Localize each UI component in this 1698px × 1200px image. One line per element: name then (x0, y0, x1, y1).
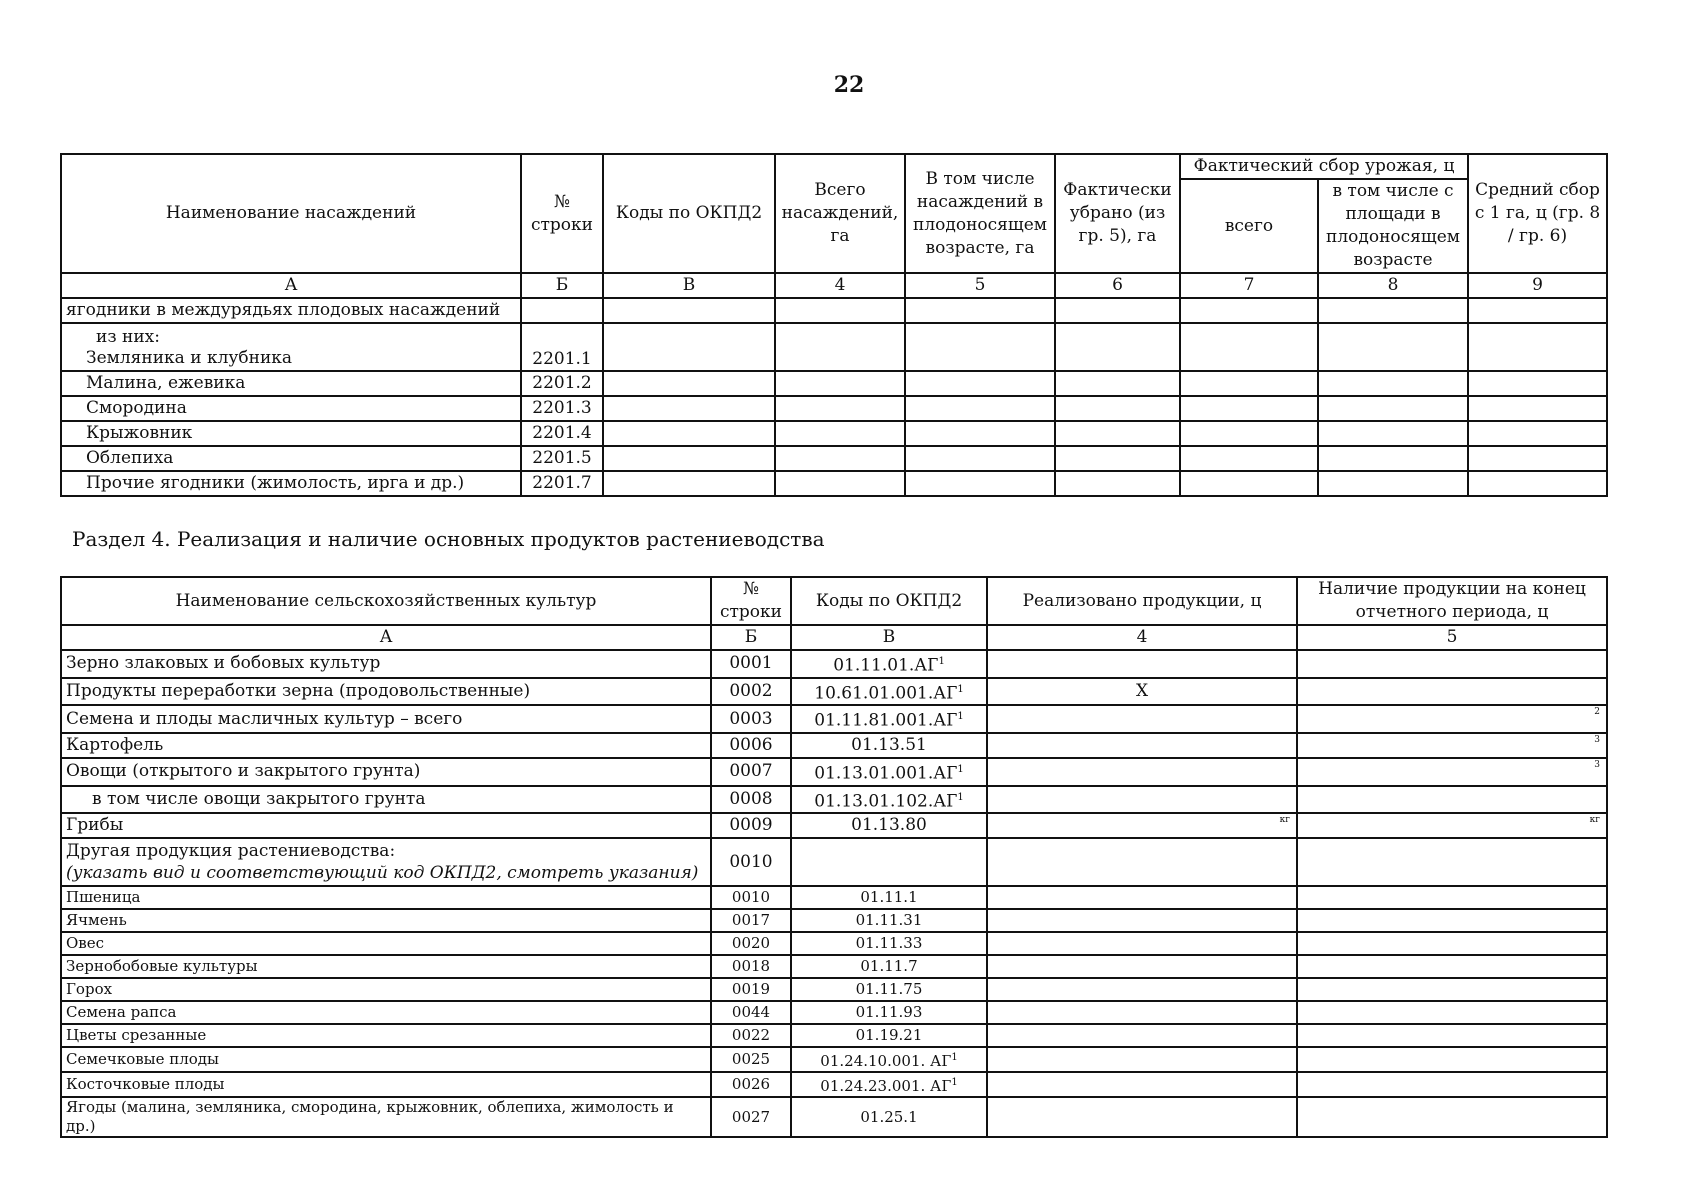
input-cell[interactable] (905, 471, 1055, 496)
header-sold: Реализовано продукции, ц (987, 577, 1297, 625)
col-code: Б (711, 625, 791, 650)
row-name-cell (61, 323, 521, 371)
crop-name: Зерно злаковых и бобовых культур (61, 650, 711, 678)
footnote-mark: 1 (957, 711, 964, 723)
header-row-no: № строки (711, 577, 791, 625)
header-harvest-fruiting: в том числе с площади в плодоносящем возрасте (1318, 179, 1468, 273)
row-number: 0008 (711, 786, 791, 814)
okpd-code (791, 733, 987, 758)
crop-name: Косточковые плоды (61, 1072, 711, 1097)
col-code: 6 (1055, 273, 1180, 298)
sold-cell[interactable] (987, 758, 1297, 786)
input-cell[interactable] (1318, 323, 1468, 371)
input-cell[interactable] (1318, 371, 1468, 396)
stock-cell[interactable] (1297, 678, 1607, 706)
row-number: 0007 (711, 758, 791, 786)
okpd-code (791, 705, 987, 733)
input-cell[interactable] (1055, 446, 1180, 471)
of-which-label: из них: (96, 327, 160, 347)
sold-cell[interactable] (987, 932, 1297, 955)
input-cell[interactable] (1318, 298, 1468, 323)
sold-cell[interactable] (987, 1001, 1297, 1024)
crop-name: Овес (61, 932, 711, 955)
input-cell[interactable] (603, 446, 775, 471)
row-number: 0003 (711, 705, 791, 733)
input-cell[interactable] (1468, 396, 1607, 421)
table-row (61, 678, 1607, 706)
row-number: 0019 (711, 978, 791, 1001)
crop-name: Цветы срезанные (61, 1024, 711, 1047)
row-name: Крыжовник (61, 421, 521, 446)
crop-name: Семена и плоды масличных культур – всего (61, 705, 711, 733)
group-row-label: ягодники в междурядьях плодовых насаждений (61, 298, 521, 323)
stock-cell[interactable] (1297, 1001, 1607, 1024)
header-harvest-group: Фактический сбор урожая, ц (1180, 154, 1468, 179)
input-cell[interactable] (905, 298, 1055, 323)
crop-name: Горох (61, 978, 711, 1001)
row-number: 0002 (711, 678, 791, 706)
input-cell[interactable] (1468, 298, 1607, 323)
table-row (61, 758, 1607, 786)
input-cell[interactable] (905, 323, 1055, 371)
input-cell[interactable] (775, 396, 905, 421)
sold-cell[interactable] (987, 978, 1297, 1001)
col-code: 7 (1180, 273, 1318, 298)
input-cell[interactable] (603, 471, 775, 496)
input-cell[interactable] (905, 396, 1055, 421)
okpd-code (791, 678, 987, 706)
okpd-code: 01.11.33 (791, 932, 987, 955)
table-row (61, 955, 1607, 978)
col-code: А (61, 273, 521, 298)
stock-cell[interactable] (1297, 1097, 1607, 1137)
table-row (61, 838, 1607, 886)
okpd-code: 01.19.21 (791, 1024, 987, 1047)
input-cell[interactable] (1055, 371, 1180, 396)
row-number: 0001 (711, 650, 791, 678)
okpd-code: 01.11.93 (791, 1001, 987, 1024)
input-cell[interactable] (775, 371, 905, 396)
input-cell[interactable] (603, 421, 775, 446)
footnote-mark: 3 (1594, 734, 1600, 745)
crop-name: Семена рапса (61, 1001, 711, 1024)
okpd-code (791, 650, 987, 678)
stock-cell[interactable] (1297, 978, 1607, 1001)
header-okpd: Коды по ОКПД2 (603, 154, 775, 273)
input-cell[interactable] (1055, 396, 1180, 421)
okpd-code (791, 1072, 987, 1097)
okpd-text: 01.13.01.102.АГ (814, 791, 958, 812)
col-code: 5 (905, 273, 1055, 298)
crop-name: Пшеница (61, 886, 711, 909)
row-number: 0018 (711, 955, 791, 978)
table-row (61, 471, 1607, 496)
sold-cell[interactable] (987, 955, 1297, 978)
row-number: 0017 (711, 909, 791, 932)
stock-cell[interactable] (1297, 705, 1607, 733)
input-cell[interactable] (1468, 446, 1607, 471)
sold-cell[interactable] (987, 909, 1297, 932)
sold-cell[interactable] (987, 838, 1297, 886)
row-name: Малина, ежевика (61, 371, 521, 396)
crop-name: Картофель (61, 733, 711, 758)
other-product-hint: (указать вид и соответствующий код ОКПД2, смотреть указания) (66, 863, 699, 884)
section-title: Раздел 4. Реализация и наличие основных продуктов растениеводства (72, 527, 825, 551)
footnote-mark: 2 (1594, 707, 1600, 718)
crop-name: Ягоды (малина, земляника, смородина, крыжовник, облепиха, жимолость и др.) (61, 1097, 711, 1137)
footnote-mark: 3 (1594, 759, 1600, 770)
row-number: 0020 (711, 932, 791, 955)
input-cell[interactable] (1055, 298, 1180, 323)
col-code: 5 (1297, 625, 1607, 650)
row-number: 0027 (711, 1097, 791, 1137)
row-number: 0010 (711, 886, 791, 909)
input-cell[interactable] (521, 298, 603, 323)
row-code: 2201.4 (521, 421, 603, 446)
okpd-text: 10.61.01.001.АГ (814, 683, 958, 704)
table-row (61, 1001, 1607, 1024)
row-number: 0009 (711, 813, 791, 838)
input-cell[interactable] (1468, 421, 1607, 446)
row-code: 2201.7 (521, 471, 603, 496)
table-row (61, 786, 1607, 814)
header-average-yield: Средний сбор с 1 га, ц (гр. 8 / гр. 6) (1468, 154, 1607, 273)
table-row (61, 446, 1607, 471)
sold-cell[interactable] (987, 886, 1297, 909)
col-code: 4 (775, 273, 905, 298)
table-row (61, 932, 1607, 955)
sales-table (60, 576, 1608, 1138)
header-crop-name: Наименование сельскохозяйственных культур (61, 577, 711, 625)
okpd-text: 01.11.81.001.АГ (814, 710, 958, 731)
table-row (61, 978, 1607, 1001)
input-cell[interactable] (1180, 323, 1318, 371)
table-row (61, 909, 1607, 932)
stock-cell[interactable] (1297, 838, 1607, 886)
input-cell[interactable] (775, 471, 905, 496)
input-cell[interactable] (905, 421, 1055, 446)
input-cell[interactable] (1468, 323, 1607, 371)
okpd-code: 01.11.7 (791, 955, 987, 978)
table-row (61, 396, 1607, 421)
okpd-text: 01.11.01.АГ (833, 655, 939, 676)
footnote-mark: 1 (957, 683, 964, 695)
input-cell[interactable] (1180, 371, 1318, 396)
col-code: В (603, 273, 775, 298)
col-code: 9 (1468, 273, 1607, 298)
crop-name: Зернобобовые культуры (61, 955, 711, 978)
header-okpd: Коды по ОКПД2 (791, 577, 987, 625)
table-row (61, 371, 1607, 396)
input-cell[interactable] (1180, 421, 1318, 446)
table-row (61, 705, 1607, 733)
table-row (61, 298, 1607, 323)
input-cell[interactable] (1318, 421, 1468, 446)
okpd-code: 01.11.31 (791, 909, 987, 932)
row-number: 0006 (711, 733, 791, 758)
row-name: Прочие ягодники (жимолость, ирга и др.) (61, 471, 521, 496)
table-row (61, 650, 1607, 678)
crop-name: Овощи (открытого и закрытого грунта) (61, 758, 711, 786)
input-cell[interactable] (1468, 471, 1607, 496)
footnote-mark: 1 (951, 1052, 958, 1064)
table-row (61, 886, 1607, 909)
crop-name: Семечковые плоды (61, 1047, 711, 1072)
okpd-code: 01.11.75 (791, 978, 987, 1001)
col-code: 4 (987, 625, 1297, 650)
okpd-code: 01.11.1 (791, 886, 987, 909)
input-cell[interactable] (1180, 471, 1318, 496)
stock-cell[interactable] (1297, 786, 1607, 814)
footnote-mark: 1 (951, 1077, 958, 1089)
unit-mark: кг (1589, 815, 1600, 826)
okpd-code (791, 758, 987, 786)
row-code: 2201.5 (521, 446, 603, 471)
table-row (61, 813, 1607, 838)
input-cell[interactable] (1180, 446, 1318, 471)
input-cell[interactable] (775, 323, 905, 371)
okpd-code: 01.25.1 (791, 1097, 987, 1137)
stock-cell[interactable] (1297, 1072, 1607, 1097)
input-cell[interactable] (1055, 471, 1180, 496)
row-number: 0026 (711, 1072, 791, 1097)
input-cell[interactable] (775, 298, 905, 323)
other-product-cell (61, 838, 711, 886)
okpd-text: 01.24.23.001. АГ (820, 1077, 952, 1096)
input-cell[interactable] (775, 446, 905, 471)
input-cell[interactable] (603, 396, 775, 421)
input-cell[interactable] (603, 298, 775, 323)
stock-cell[interactable] (1297, 813, 1607, 838)
table-row (61, 1047, 1607, 1072)
okpd-text: 01.13.51 (851, 734, 927, 755)
row-code: 2201.2 (521, 371, 603, 396)
col-code: Б (521, 273, 603, 298)
sold-cell[interactable] (987, 1072, 1297, 1097)
col-code: А (61, 625, 711, 650)
sold-cell[interactable] (987, 1024, 1297, 1047)
input-cell[interactable] (1180, 298, 1318, 323)
stock-cell[interactable] (1297, 886, 1607, 909)
sold-cell[interactable] (987, 1097, 1297, 1137)
sold-cell[interactable] (987, 1047, 1297, 1072)
stock-cell[interactable] (1297, 733, 1607, 758)
plantings-table (60, 153, 1608, 497)
input-cell[interactable] (1468, 371, 1607, 396)
stock-cell[interactable] (1297, 1047, 1607, 1072)
okpd-text: 01.13.01.001.АГ (814, 763, 958, 784)
input-cell[interactable] (603, 371, 775, 396)
okpd-input-cell[interactable] (791, 838, 987, 886)
col-code: В (791, 625, 987, 650)
footnote-mark: 1 (957, 791, 964, 803)
unit-mark: кг (1279, 815, 1290, 826)
sold-cell[interactable] (987, 705, 1297, 733)
okpd-code (791, 813, 987, 838)
crop-name: Продукты переработки зерна (продовольственные) (61, 678, 711, 706)
input-cell[interactable] (1318, 396, 1468, 421)
table-row (61, 1024, 1607, 1047)
input-cell[interactable] (1318, 446, 1468, 471)
page-number: 22 (833, 72, 865, 98)
input-cell[interactable] (1055, 323, 1180, 371)
input-cell[interactable] (1055, 421, 1180, 446)
table-row (61, 1072, 1607, 1097)
row-number: 0044 (711, 1001, 791, 1024)
row-name: Земляника и клубника (86, 348, 293, 368)
table-row (61, 733, 1607, 758)
input-cell[interactable] (603, 323, 775, 371)
stock-cell[interactable] (1297, 955, 1607, 978)
row-code: 2201.3 (521, 396, 603, 421)
okpd-text: 01.13.80 (851, 815, 927, 836)
col-code: 8 (1318, 273, 1468, 298)
row-number: 0025 (711, 1047, 791, 1072)
row-number: 0022 (711, 1024, 791, 1047)
okpd-code (791, 1047, 987, 1072)
input-cell[interactable] (905, 446, 1055, 471)
header-harvested: Фактически убрано (из гр. 5), га (1055, 154, 1180, 273)
input-cell[interactable] (905, 371, 1055, 396)
table-row (61, 421, 1607, 446)
header-harvest-total: всего (1180, 179, 1318, 273)
header-stock: Наличие продукции на конец отчетного периода, ц (1297, 577, 1607, 625)
other-product-label: Другая продукция растениеводства: (66, 841, 396, 862)
row-name: Облепиха (61, 446, 521, 471)
stock-cell[interactable] (1297, 758, 1607, 786)
row-number: 0010 (711, 838, 791, 886)
sold-cell[interactable] (987, 813, 1297, 838)
stock-cell[interactable] (1297, 1024, 1607, 1047)
stock-cell[interactable] (1297, 909, 1607, 932)
input-cell[interactable] (1318, 471, 1468, 496)
crop-name: Грибы (61, 813, 711, 838)
table-row (61, 1097, 1607, 1137)
header-fruiting: В том числе насаждений в плодоносящем возрасте, га (905, 154, 1055, 273)
table-row (61, 323, 1607, 371)
header-name: Наименование насаждений (61, 154, 521, 273)
stock-cell[interactable] (1297, 932, 1607, 955)
header-row-no: № строки (521, 154, 603, 273)
row-code: 2201.1 (521, 323, 603, 371)
sold-cell: Х (987, 678, 1297, 706)
okpd-text: 01.24.10.001. АГ (820, 1052, 952, 1071)
sold-cell[interactable] (987, 650, 1297, 678)
stock-cell[interactable] (1297, 650, 1607, 678)
crop-name: Ячмень (61, 909, 711, 932)
sold-cell[interactable] (987, 786, 1297, 814)
okpd-code (791, 786, 987, 814)
input-cell[interactable] (775, 421, 905, 446)
row-name: Смородина (61, 396, 521, 421)
header-total: Всего насаждений, га (775, 154, 905, 273)
sold-cell[interactable] (987, 733, 1297, 758)
footnote-mark: 1 (957, 763, 964, 775)
crop-name: в том числе овощи закрытого грунта (61, 786, 711, 814)
input-cell[interactable] (1180, 396, 1318, 421)
footnote-mark: 1 (938, 656, 945, 667)
